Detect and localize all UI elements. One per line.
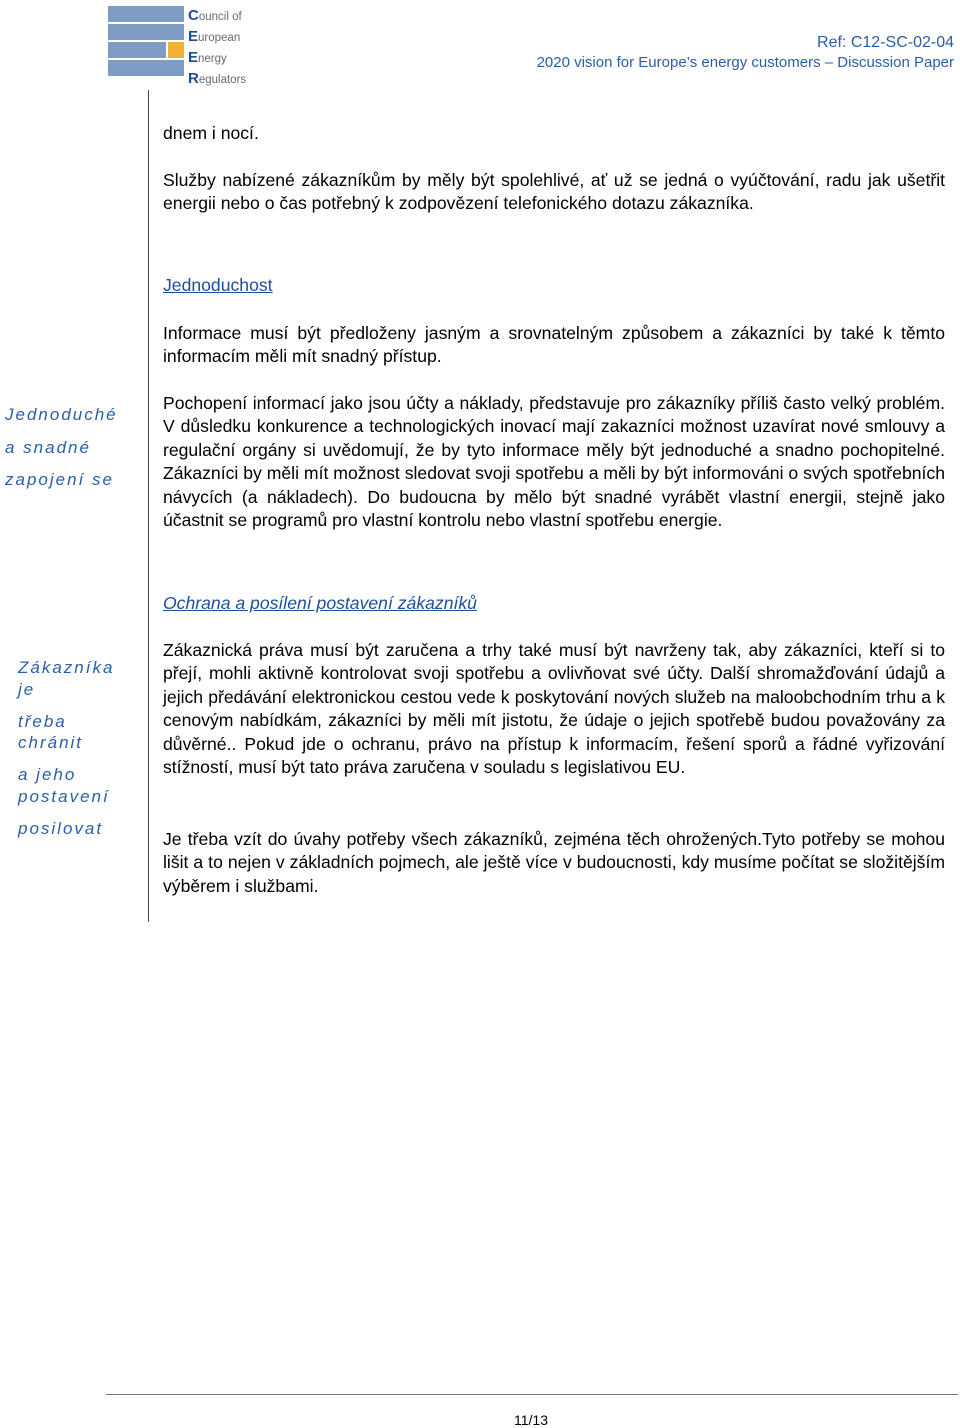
paragraph: Je třeba vzít do úvahy potřeby všech zákazníků, zejména těch ohrožených.Tyto potřeby se mohou lišit a to nejen v základních pojmech, ale ještě více v budoucnosti, kdy musíme počítat se složitějším výběrem i službami. [163, 829, 945, 896]
paragraph: Zákaznická práva musí být zaručena a trhy také musí být navrženy tak, aby zákazníci, kteří si to přejí, mohli aktivně kontrolovat svoji spotřebu a ovlivňovat své účty. Další shromažďování údajů a jejich předávání elektronickou cestou vede k poskytování nových služeb na maloobchodním trhu a k cenovým nabídkám, zákazníci by měli mít jistotu, že údaje o jejich spotřebě budou považovány za důvěrné.. Pokud jde o ochranu, právo na přístup k informacím, řešení sporů a řádné vyřizování stížností, musí být tato práva zaručena v souladu s legislativou EU. [163, 640, 945, 778]
ceer-logo-mark [108, 6, 184, 78]
side-note-line: posilovat [18, 818, 104, 838]
side-note-line: zapojení se [5, 470, 114, 489]
margin-divider [148, 90, 149, 922]
logo-line: Council of [188, 7, 242, 24]
footer-divider [106, 1394, 958, 1395]
side-note-line: Zákazníka [18, 658, 115, 677]
side-note-customer-protection [18, 657, 114, 839]
logo-line: Regulators [188, 70, 247, 87]
side-note-line: chránit [18, 733, 84, 752]
paragraph: dnem i nocí. [163, 123, 259, 143]
paragraph: Informace musí být předloženy jasným a srovnatelným způsobem a zákazníci by také k těmto informacím měli mít snadný přístup. [163, 323, 945, 367]
side-note-line: je [18, 679, 36, 699]
side-note-line: třeba [18, 711, 67, 731]
paragraph: Služby nabízené zákazníkům by měly být spolehlivé, ať už se jedná o vyúčtování, radu jak ušetřit energii nebo o čas potřebný k zodpovězení telefonického dotazu zákazníka. [163, 170, 945, 214]
side-note-line: a jeho [18, 765, 77, 784]
section-heading-simplicity: Jednoduchost [163, 275, 273, 295]
section-heading-protection: Ochrana a posílení postavení zákazníků [163, 593, 477, 613]
side-note-line: Jednoduché [5, 405, 118, 424]
side-note-line: postavení [18, 786, 110, 806]
logo-line: Energy [188, 49, 227, 66]
document-reference: Ref: C12-SC-02-04 [817, 34, 954, 51]
side-note-line: a snadné [5, 437, 91, 457]
paragraph: Pochopení informací jako jsou účty a náklady, představuje pro zákazníky příliš často velký problém. V důsledku konkurence a technologických inovací mají zakazníci možnost uzavírat nové smlouvy a regulační orgány si uvědomují, že by tyto informace měly být jednoduché a snadno pochopitelné. Zákazníci by měli mít možnost sledovat svoji spotřebu a měli by být informováni o svých spotřebních návycích (a nákladech). Do budoucna by mělo být snadné vyrábět vlastní energii, stejně jako účastnit se programů pro vlastní kontrolu nebo vlastní spotřebu energie. [163, 393, 945, 531]
page-number: 11/13 [514, 1412, 548, 1428]
document-subtitle: 2020 vision for Europe’s energy customers – Discussion Paper [536, 54, 954, 71]
side-note-simple-engagement [5, 399, 118, 497]
logo-line: European [188, 28, 241, 45]
ceer-logo-text [188, 6, 246, 90]
